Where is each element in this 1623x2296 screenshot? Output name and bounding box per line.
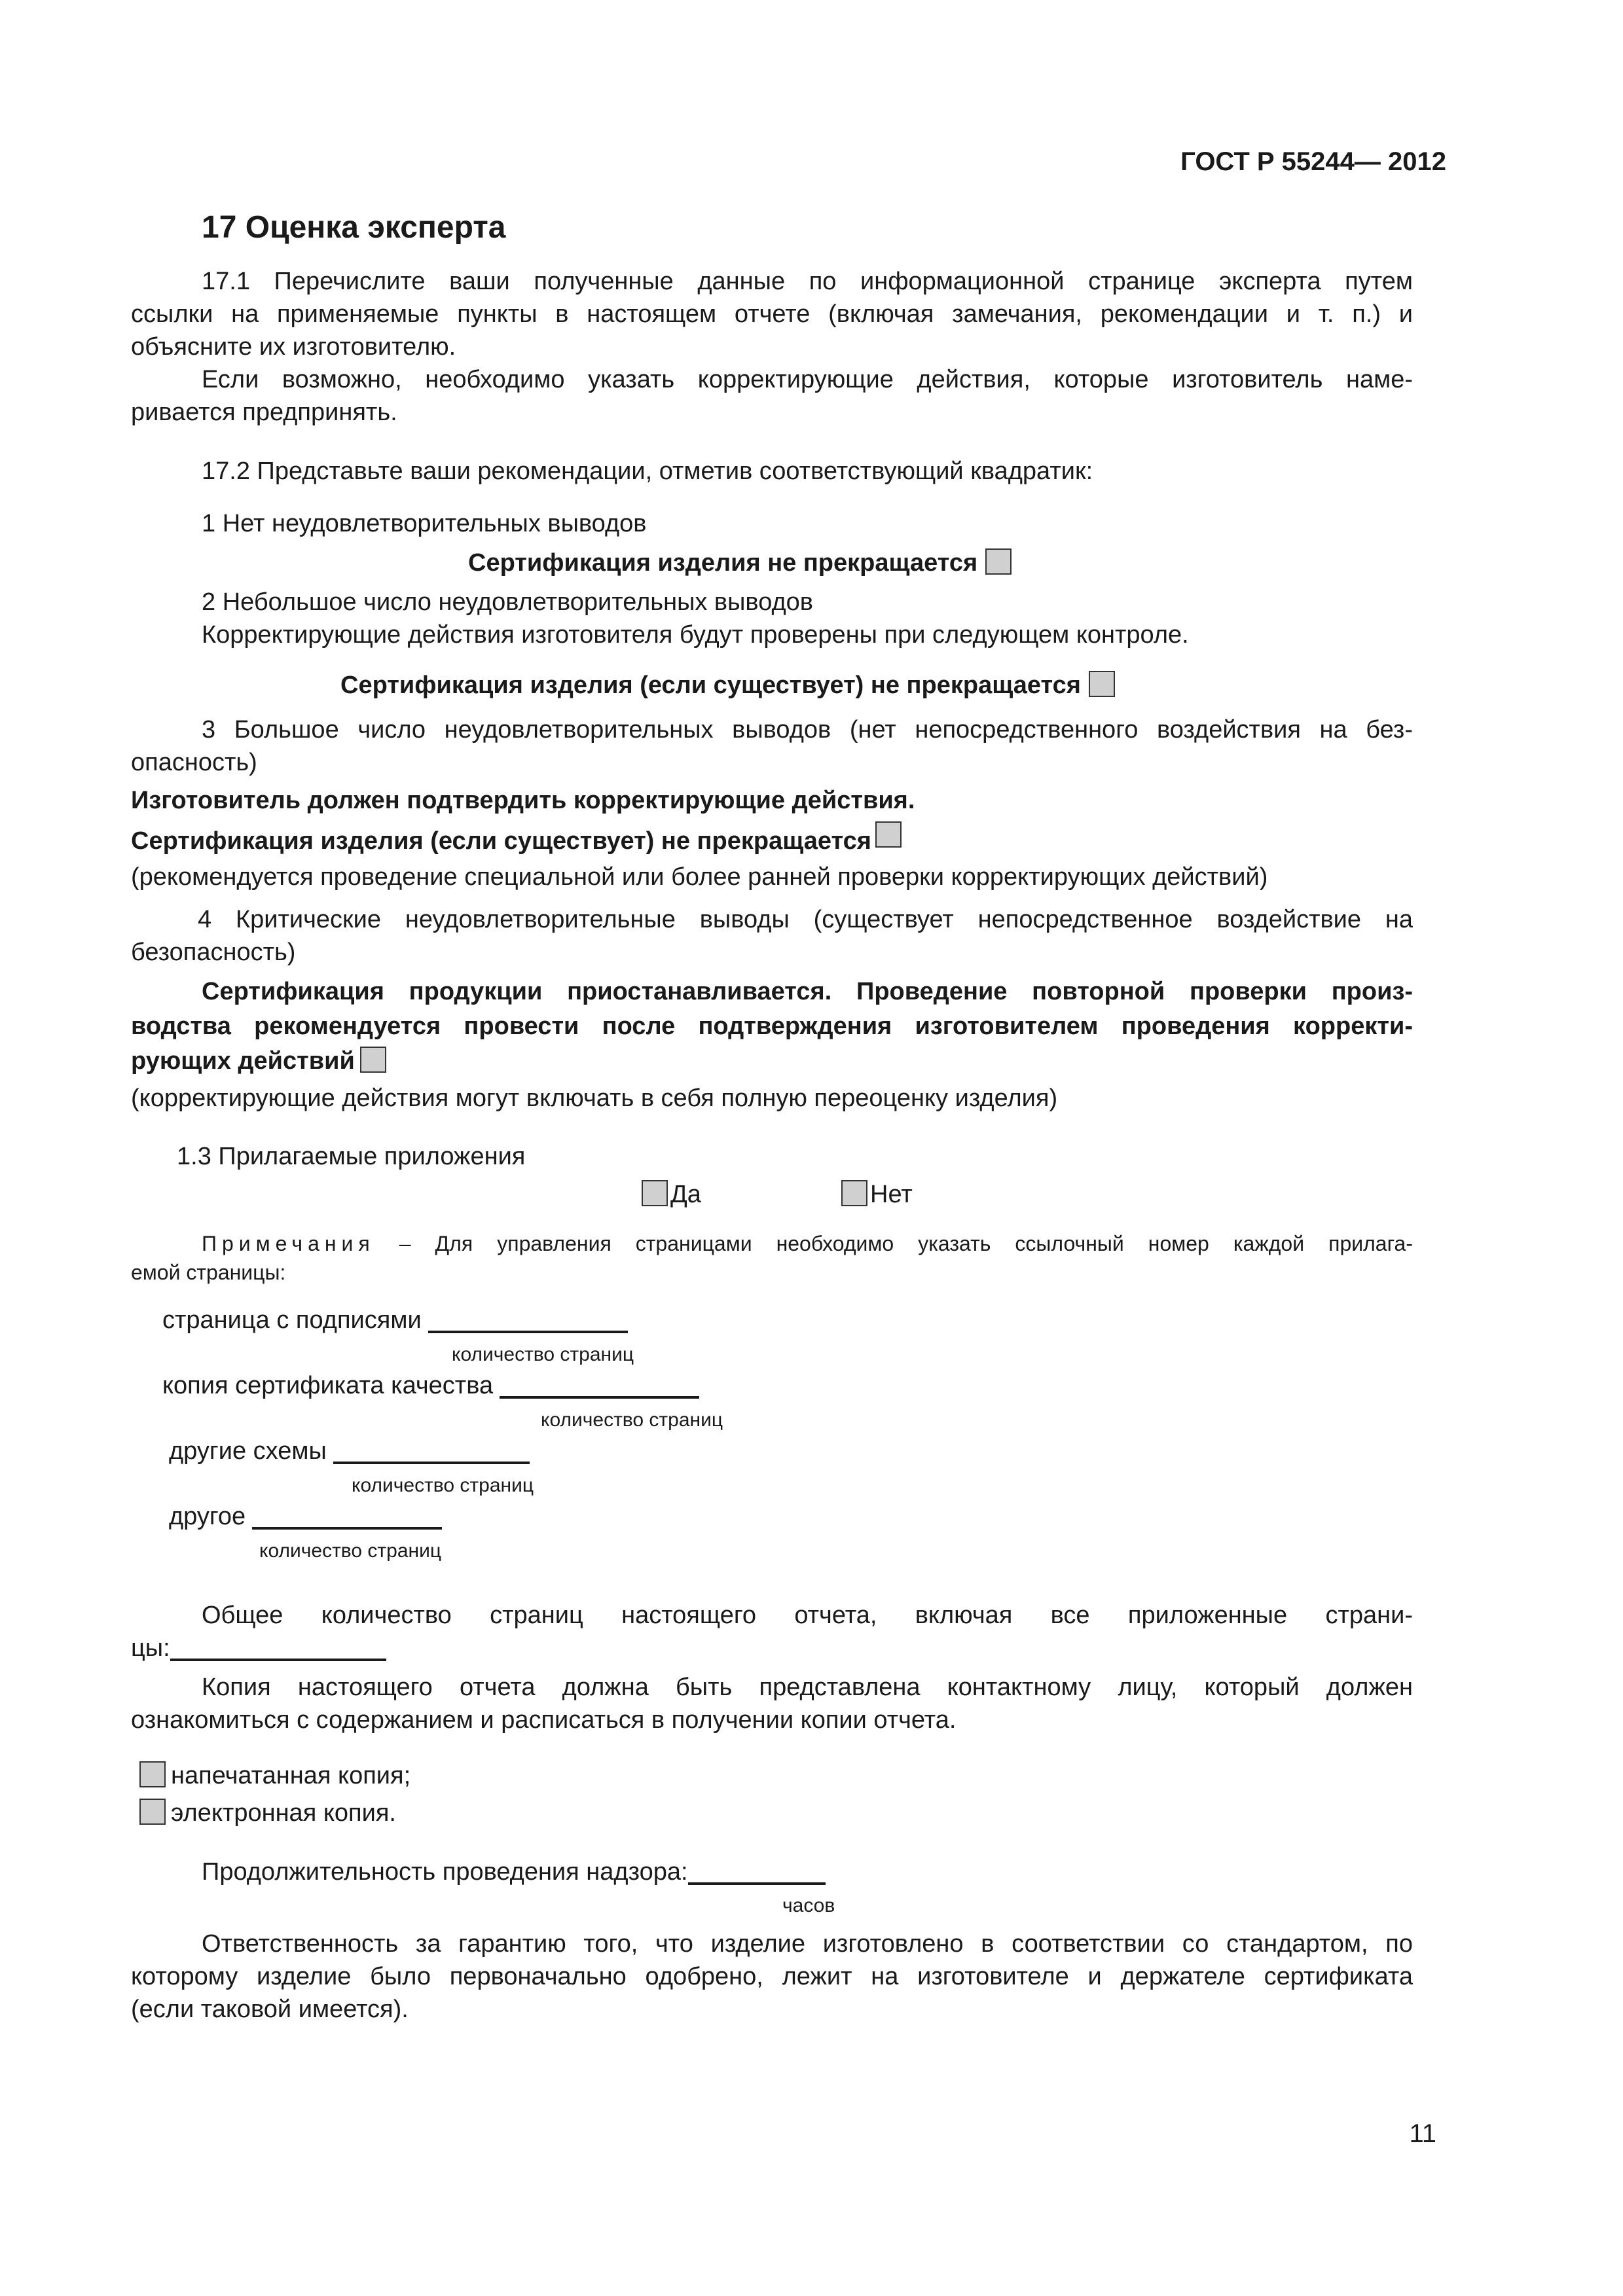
total-line2-row [131,1632,386,1664]
field-quality-cert-caption: количество страниц [541,1409,723,1431]
no-option[interactable] [841,1178,913,1211]
field-signatures-caption: количество страниц [452,1344,634,1365]
section-title: 17 Оценка эксперта [202,210,506,245]
option2-checkbox[interactable] [1089,671,1115,697]
remark-line1 [202,1229,1413,1258]
option4-bold1: Сертификация продукции приостанавливается. Проведение повторной проверки произ- [202,978,1413,1005]
electronic-copy-label: электронная копия. [171,1799,396,1827]
field-signatures-input[interactable] [428,1304,628,1333]
option1-cert-text: Сертификация изделия не прекращается [468,549,978,577]
field-quality-cert-label: копия сертификата качества [162,1372,494,1399]
field-other-schemes [169,1435,530,1467]
printed-copy-checkbox[interactable] [139,1761,166,1787]
copy-line2: ознакомиться с содержанием и расписаться в получении копии отчета. [131,1706,957,1734]
responsibility-line1: Ответственность за гарантию того, что изделие изготовлено в соответствии со стандартом, по [202,1930,1413,1958]
field-other [169,1500,442,1533]
duration-label: Продолжительность проведения надзора: [202,1858,688,1886]
option3-note: (рекомендуется проведение специальной или более ранней проверки корректирующих действий) [131,863,1268,891]
p17-1-line3: объясните их изготовителю. [131,333,456,361]
p1-3-label: 1.3 Прилагаемые приложения [177,1143,526,1170]
field-other-caption: количество страниц [259,1540,442,1562]
field-other-schemes-caption: количество страниц [352,1475,534,1496]
option2-label: 2 Небольшое число неудовлетворительных выводов [202,588,813,616]
field-other-label: другое [169,1503,246,1530]
total-pages-input[interactable] [170,1632,386,1661]
standard-header: ГОСТ Р 55244— 2012 [1180,147,1446,176]
total-line2: цы: [131,1634,170,1662]
option1-checkbox[interactable] [985,548,1012,575]
no-label: Нет [870,1181,913,1208]
yes-checkbox[interactable] [642,1180,668,1206]
option2-cert-text: Сертификация изделия (если существует) не прекращается [340,672,1081,699]
field-quality-cert [162,1369,699,1402]
option3-cert-text: Сертификация изделия (если существует) не прекращается [131,827,871,855]
option3-line2: опасность) [131,749,257,776]
field-signatures-label: страница с подписями [162,1306,422,1334]
field-other-schemes-label: другие схемы [169,1437,327,1465]
option4-note: (корректирующие действия могут включать в себя полную переоценку изделия) [131,1085,1058,1112]
responsibility-line3: (если таковой имеется). [131,1996,409,2023]
option4-bold3: рующих действий [131,1047,355,1075]
option1-label: 1 Нет неудовлетворительных выводов [202,510,647,537]
p17-1-line1: 17.1 Перечислите ваши полученные данные по информационной странице эксперта путем [202,268,1413,295]
option3-bold: Изготовитель должен подтвердить корректирующие действия. [131,787,915,814]
option4-checkbox[interactable] [360,1047,386,1073]
option4-bold2: водства рекомендуется провести после подтверждения изготовителем проведения корректи- [131,1013,1413,1040]
page-number: 11 [1409,2119,1436,2148]
field-quality-cert-input[interactable] [500,1370,699,1399]
field-signatures [162,1304,628,1336]
remark-prefix: Примечания [202,1232,375,1255]
yes-label: Да [670,1181,701,1208]
p17-1-line2: ссылки на применяемые пункты в настоящем отчете (включая замечания, рекомендации и т. п.) и [131,300,1413,328]
printed-copy-label: напечатанная копия; [171,1762,411,1789]
electronic-copy-option[interactable] [139,1797,396,1829]
option4-cert-row [131,1045,386,1077]
p17-2: 17.2 Представьте ваши рекомендации, отметив соответствующий квадратик: [202,457,1093,485]
duration-row [202,1856,826,1888]
option3-checkbox[interactable] [875,821,902,848]
corrective-line2: ривается предпринять. [131,399,397,426]
field-other-input[interactable] [252,1501,442,1530]
no-checkbox[interactable] [841,1180,867,1206]
remark-text: – Для управления страницами необходимо указать ссылочный номер каждой прилага- [374,1232,1413,1255]
total-line1: Общее количество страниц настоящего отчета, включая все приложенные страни- [202,1602,1413,1629]
printed-copy-option[interactable] [139,1759,410,1792]
duration-input[interactable] [688,1856,826,1885]
copy-line1: Копия настоящего отчета должна быть представлена контактному лицу, который должен [202,1674,1413,1701]
corrective-line1: Если возможно, необходимо указать корректирующие действия, которые изготовитель наме- [202,366,1413,393]
option3-cert-row [131,821,902,857]
yes-option[interactable] [642,1178,701,1211]
field-other-schemes-input[interactable] [333,1435,530,1464]
option3-line1: 3 Большое число неудовлетворительных выводов (нет непосредственного воздействия на без- [202,716,1413,744]
responsibility-line2: которому изделие было первоначально одобрено, лежит на изготовителе и держателе сертификата [131,1963,1413,1990]
option1-cert-row [468,547,1012,579]
option4-line2: безопасность) [131,939,296,966]
remark-line2: емой страницы: [131,1261,286,1284]
option4-line1: 4 Критические неудовлетворительные выводы (существует непосредственное воздействие на [198,906,1413,933]
duration-caption: часов [782,1895,835,1916]
electronic-copy-checkbox[interactable] [139,1799,166,1825]
option2-text: Корректирующие действия изготовителя будут проверены при следующем контроле. [202,621,1189,649]
option2-cert-row [340,669,1115,702]
